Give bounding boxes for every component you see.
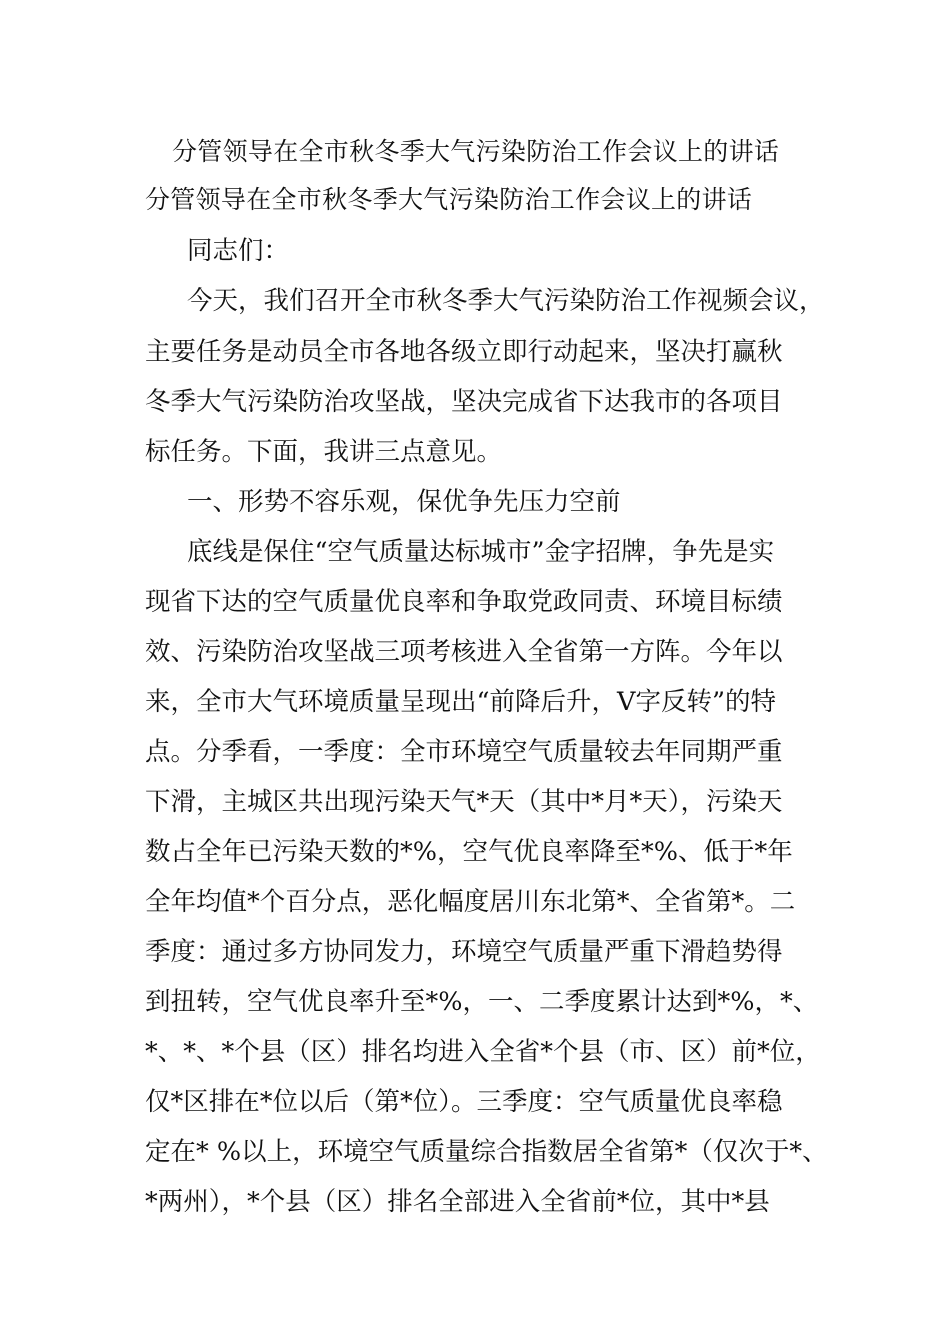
text-line: 点。分季看，一季度：全市环境空气质量较去年同期严重 [145,737,783,767]
text-line: 仅*区排在*位以后（第*位）。三季度：空气质量优良率稳 [145,1087,783,1117]
text-line: *、*、*个县（区）排名均进入全省*个县（市、区）前*位， [145,1037,821,1067]
text-line: *两州），*个县（区）排名全部进入全省前*位，其中*县 [145,1187,770,1217]
salutation: 同志们： [187,236,290,266]
text-line: 全年均值*个百分点，恶化幅度居川东北第*、全省第*。二 [145,887,796,917]
text-line: 定在* %以上，环境空气质量综合指数居全省第*（仅次于*、 [145,1137,828,1167]
document-title: 分管领导在全市秋冬季大气污染防治工作会议上的讲话 [145,185,753,214]
text-line: 到扭转，空气优良率升至*%，一、二季度累计达到*%，*、 [145,987,819,1017]
text-line: 底线是保住“空气质量达标城市”金字招牌，争先是实 [187,537,775,567]
text-line: 标任务。下面，我讲三点意见。 [145,437,503,467]
text-line: 来，全市大气环境质量呈现出“前降后升，V字反转”的特 [145,687,776,717]
document-title-repeated: 分管领导在全市秋冬季大气污染防治工作会议上的讲话 [172,137,780,166]
text-line: 冬季大气污染防治攻坚战，坚决完成省下达我市的各项目 [145,387,783,417]
section-heading: 一、形势不容乐观，保优争先压力空前 [187,487,621,517]
text-line: 现省下达的空气质量优良率和争取党政同责、环境目标绩 [145,587,783,617]
text-line: 数占全年已污染天数的*%，空气优良率降至*%、低于*年 [145,837,793,867]
text-line: 主要任务是动员全市各地各级立即行动起来，坚决打赢秋 [145,337,783,367]
text-line: 今天，我们召开全市秋冬季大气污染防治工作视频会议， [187,286,825,316]
text-line: 效、污染防治攻坚战三项考核进入全省第一方阵。今年以 [145,637,783,667]
text-line: 季度：通过多方协同发力，环境空气质量严重下滑趋势得 [145,937,783,967]
text-line: 下滑，主城区共出现污染天气*天（其中*月*天），污染天 [145,787,783,817]
